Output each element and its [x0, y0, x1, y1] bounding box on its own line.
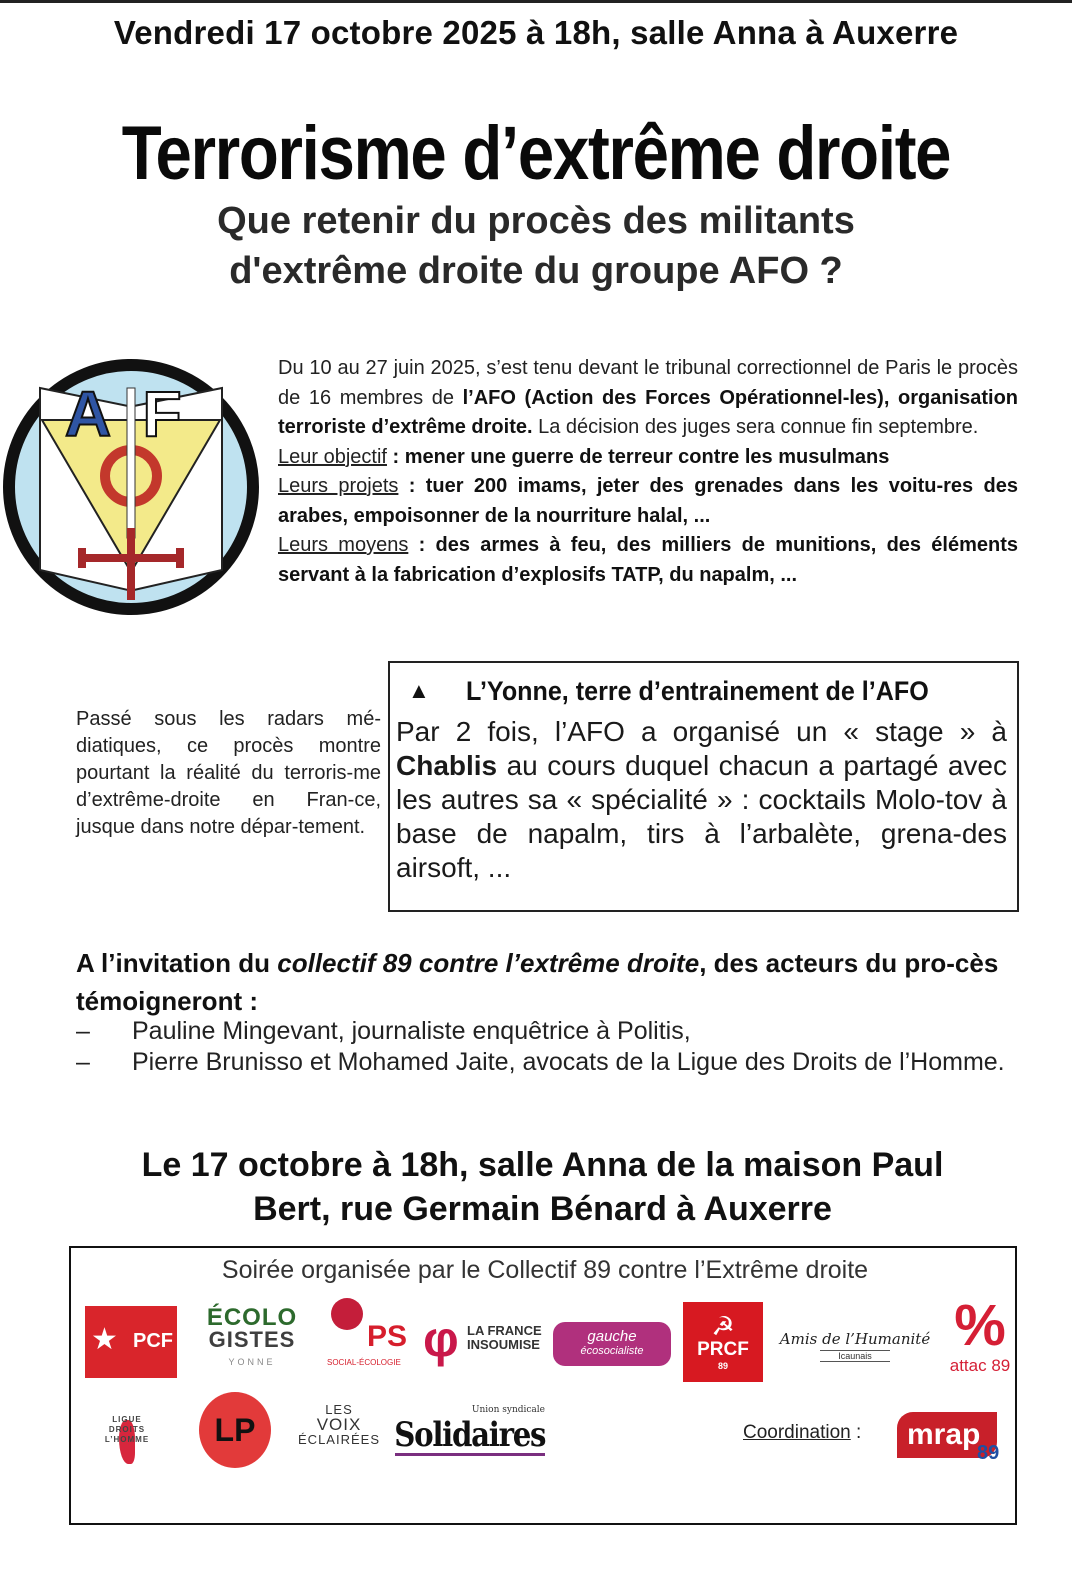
organizers-box	[69, 1246, 1017, 1525]
prcf-logo-text: PRCF	[697, 1339, 749, 1360]
ldh-logo	[95, 1392, 159, 1468]
gauche-logo-text-2: écosocialiste	[580, 1345, 644, 1357]
coordination-label-text: Coordination	[743, 1422, 851, 1443]
yonne-box	[388, 661, 1019, 912]
lp-logo	[199, 1392, 271, 1468]
intro-text-bold: l’AFO (Action des Forces Opérationnel-les), organisation terroriste d’extrême droite.	[278, 386, 1019, 438]
speaker-item: – Pierre Brunisso et Mohamed Jaite, avocats de la Ligue des Droits de l’Homme.	[76, 1047, 1012, 1078]
amis-logo-subtext: Icaunais	[820, 1350, 890, 1362]
moyens-text: : des armes à feu, des milliers de munitions, des éléments servant à la fabrication d’explosifs TATP, du napalm, ...	[278, 534, 1018, 586]
afo-cross-horizontal	[84, 554, 178, 562]
coordination-label	[743, 1422, 861, 1444]
moyens-label: Leurs moyens	[278, 534, 409, 556]
hammer-sickle-icon: ☭	[711, 1311, 735, 1341]
yonne-body-b: au cours duquel chacun a partagé avec les autres sa « spécialité » : cocktails Molo-tov à base de napalm, tirs à l’arbalète, grena-des airsoft, ...	[396, 750, 1007, 883]
objectif-line	[278, 443, 1018, 473]
yonne-body-a: Par 2 fois, l’AFO a organisé un « stage » à	[396, 716, 1007, 747]
prcf-logo	[683, 1302, 763, 1382]
main-title: Terrorisme d’extrême droite	[121, 111, 951, 196]
lvl-logo-text-3: ÉCLAIRÉES	[298, 1431, 380, 1447]
speaker-item: – Pauline Mingevant, journaliste enquêtrice à Politis,	[76, 1016, 1012, 1047]
coordination-colon: :	[850, 1422, 862, 1443]
objectif-label: Leur objectif	[278, 445, 387, 468]
amis-logo-text: Amis de l’Humanité	[779, 1330, 931, 1348]
pcf-logo-text: PCF	[133, 1330, 173, 1352]
ps-logo	[323, 1298, 415, 1378]
yonne-body-bold: Chablis	[396, 750, 498, 781]
projets-line	[278, 472, 1018, 531]
pcf-logo	[85, 1306, 177, 1378]
afo-cross-end-right	[176, 548, 184, 568]
ps-logo-subtext: SOCIAL-ÉCOLOGIE	[327, 1358, 401, 1367]
afo-cross-vertical	[127, 528, 135, 600]
gauche-ecosocialiste-logo	[553, 1322, 671, 1366]
afo-letter-f: F	[142, 378, 182, 450]
invitation-b: , des acteurs du pro-cès témoigneront :	[76, 948, 999, 1016]
voix-eclairees-logo	[298, 1394, 380, 1454]
lvl-logo-text-1: LES	[325, 1401, 353, 1417]
date-header: Vendredi 17 octobre 2025 à 18h, salle Anna à Auxerre	[113, 14, 959, 51]
ecologistes-text-1: ÉCOLO	[206, 1304, 298, 1331]
solidaires-union-text: Union syndicale	[471, 1404, 545, 1415]
ldh-logo-text: LIGUE DROITS L’HOMME	[104, 1415, 150, 1444]
ecologistes-text-3: YONNE	[228, 1357, 276, 1367]
lfi-logo-text: LA FRANCE INSOUMISE	[467, 1323, 542, 1352]
gauche-logo-text-1: gauche	[587, 1328, 637, 1345]
percent-icon: %	[954, 1293, 1006, 1358]
intro-text-b: La décision des juges sera connue fin septembre.	[532, 416, 979, 438]
lp-logo-text: LP	[214, 1411, 256, 1448]
closing-line-1: Le 17 octobre à 18h, salle Anna de la maison Paul	[141, 1146, 944, 1184]
ecologistes-logo	[189, 1306, 315, 1374]
solidaires-logo	[389, 1398, 551, 1462]
closing-info	[0, 1143, 1072, 1231]
attac-logo	[945, 1286, 1015, 1386]
star-icon: ★	[91, 1323, 118, 1356]
rose-icon	[331, 1298, 363, 1330]
intro-paragraph	[278, 354, 1018, 443]
mrap-logo	[897, 1412, 1005, 1464]
triangle-icon: ▲	[408, 678, 430, 703]
prcf-logo-number: 89	[717, 1361, 728, 1371]
afo-letter-a: A	[64, 378, 112, 450]
intro-text-a: Du 10 au 27 juin 2025, s’est tenu devant le tribunal correctionnel de Paris le procès de 16 membres de	[278, 357, 1018, 409]
objectif-text: : mener une guerre de terreur contre les musulmans	[386, 445, 890, 468]
lfi-logo	[423, 1311, 543, 1368]
yonne-box-title	[396, 671, 1007, 711]
phi-icon: φ	[423, 1311, 459, 1367]
intro-text	[278, 354, 1018, 590]
invitation-text	[76, 944, 1012, 1020]
speakers-list	[76, 1016, 1012, 1078]
solidaires-logo-text: Solidaires	[394, 1414, 546, 1455]
invitation-italic: collectif 89 contre l’extrême droite	[277, 948, 700, 978]
moyens-line	[278, 531, 1018, 590]
subtitle	[0, 196, 1072, 296]
subtitle-line-2: d'extrême droite du groupe AFO ?	[229, 250, 843, 292]
lvl-logo-text-2: VOIX	[316, 1414, 362, 1434]
projets-label: Leurs projets	[278, 475, 399, 497]
organizers-title: Soirée organisée par le Collectif 89 contre l’Extrême droite	[221, 1256, 869, 1284]
ecologistes-text-2: GISTES	[208, 1327, 296, 1352]
attac-logo-text: attac 89	[949, 1356, 1011, 1375]
afo-logo-graphic	[2, 358, 260, 616]
ps-logo-text: PS	[367, 1320, 408, 1353]
yonne-box-body	[396, 715, 1007, 885]
top-border-line	[0, 0, 1072, 3]
afo-cross-end-left	[78, 548, 86, 568]
amis-humanite-logo	[775, 1326, 935, 1366]
afo-sword-blade	[127, 388, 135, 538]
projets-text: : tuer 200 imams, jeter des grenades dans les voitu-res des arabes, empoisonner de la nourriture halal, ...	[278, 475, 1018, 527]
yonne-title-text: L’Yonne, terre d’entrainement de l’AFO	[465, 675, 929, 706]
closing-line-2: Bert, rue Germain Bénard à Auxerre	[253, 1190, 832, 1228]
mrap-logo-text: mrap	[907, 1418, 981, 1451]
subtitle-line-1: Que retenir du procès des militants	[217, 200, 855, 242]
mrap-logo-number: 89	[977, 1442, 1000, 1464]
invitation-a: A l’invitation du	[76, 948, 278, 978]
afo-logo	[2, 358, 260, 616]
side-note: Passé sous les radars mé-diatiques, ce procès montre pourtant la réalité du terroris-me d’extrême-droite en Fran-ce, jusque dans notre dépar-tement.	[76, 708, 381, 838]
